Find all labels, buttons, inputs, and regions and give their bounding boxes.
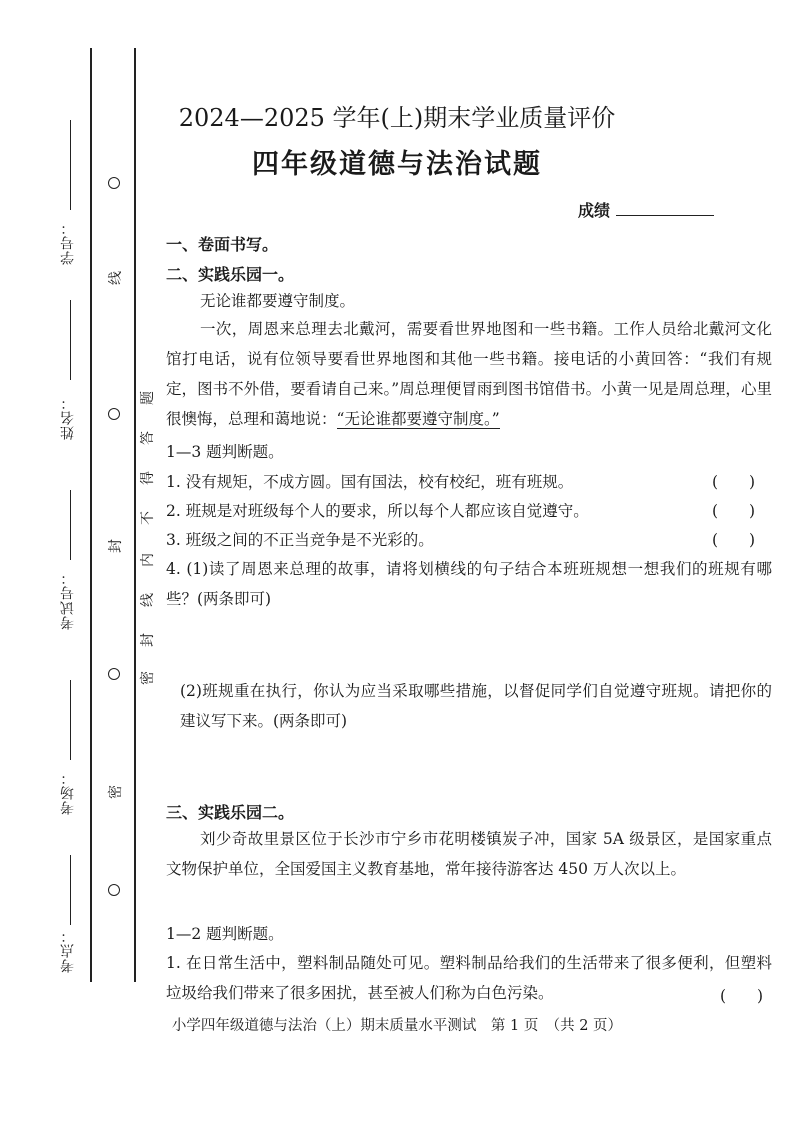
section3-body: 刘少奇故里景区位于长沙市宁乡市花明楼镇炭子冲，国家 5A 级景区，是国家重点文物保护单位，全国爱国主义教育基地，常年接待游客达 450 万人次以上。 bbox=[166, 830, 772, 878]
field-line-exam-no[interactable] bbox=[70, 490, 71, 560]
seal-char-outer: 封 bbox=[108, 539, 124, 553]
seal-circle bbox=[108, 884, 120, 896]
judge-intro: 1—3 题判断题。 bbox=[166, 443, 284, 461]
question-3: 3. 班级之间的不正当竞争是不光彩的。 bbox=[166, 531, 434, 549]
answer-area-4-2[interactable] bbox=[166, 740, 772, 795]
seal-char-inner: 题 bbox=[140, 391, 156, 405]
seal-char-inner: 内 bbox=[140, 553, 156, 567]
score-label: 成绩 bbox=[578, 201, 611, 220]
seal-char-inner: 线 bbox=[140, 593, 156, 607]
seal-circle bbox=[108, 668, 120, 680]
answer-area-4-1[interactable] bbox=[166, 615, 772, 675]
question-1: 1. 没有规矩，不成方圆。国有国法，校有校纪，班有班规。 bbox=[166, 473, 574, 491]
section3-answer-paren-1[interactable]: ( ) bbox=[720, 987, 764, 1005]
section3-judge-intro: 1—2 题判断题。 bbox=[166, 925, 284, 943]
label-exam-site: 考点： bbox=[60, 928, 76, 973]
answer-paren-1[interactable]: ( ) bbox=[712, 473, 756, 491]
seal-char-outer: 密 bbox=[108, 785, 124, 799]
exam-subtitle: 四年级道德与法治试题 bbox=[252, 149, 542, 180]
label-exam-no: 考试号： bbox=[60, 570, 76, 630]
question-2: 2. 班规是对班级每个人的要求，所以每个人都应该自觉遵守。 bbox=[166, 502, 589, 520]
answer-paren-2[interactable]: ( ) bbox=[712, 502, 756, 520]
field-line-exam-room[interactable] bbox=[70, 680, 71, 760]
seal-char-inner: 得 bbox=[140, 471, 156, 485]
question-4-part2: (2)班规重在执行，你认为应当采取哪些措施，以督促同学们自觉遵守班规。请把你的建议写下来。(两条即可) bbox=[180, 682, 772, 730]
section3-question-1-text: 1. 在日常生活中，塑料制品随处可见。塑料制品给我们的生活带来了很多便利，但塑料垃圾给我们带来了很多困扰，甚至被人们称为白色污染。 bbox=[166, 954, 772, 1002]
question-4-part1: 4. (1)读了周恩来总理的故事，请将划横线的句子结合本班班规想一想我们的班规有哪些？(两条即可) bbox=[166, 560, 772, 608]
section2-heading: 二、实践乐园一。 bbox=[166, 265, 295, 284]
exam-title: 2024—2025 学年(上)期末学业质量评价 bbox=[178, 104, 616, 132]
field-line-exam-site[interactable] bbox=[70, 855, 71, 925]
story-quote: “无论谁都要遵守制度。” bbox=[336, 410, 500, 428]
seal-char-inner: 封 bbox=[140, 633, 156, 647]
label-name: 姓名： bbox=[60, 395, 76, 440]
binding-line-inner bbox=[134, 48, 136, 982]
answer-paren-3[interactable]: ( ) bbox=[712, 531, 756, 549]
binding-line-outer bbox=[90, 48, 92, 982]
story-body bbox=[166, 314, 772, 434]
label-student-no: 学号： bbox=[60, 220, 76, 265]
story-title: 无论谁都要遵守制度。 bbox=[200, 292, 356, 310]
field-line-name[interactable] bbox=[70, 300, 71, 380]
section3-heading: 三、实践乐园二。 bbox=[166, 803, 295, 822]
label-exam-room: 考场： bbox=[60, 770, 76, 815]
score-field[interactable] bbox=[616, 215, 714, 216]
seal-char-inner: 答 bbox=[140, 431, 156, 445]
story-text: 一次，周恩来总理去北戴河，需要看世界地图和一些书籍。工作人员给北戴河文化馆打电话，说有位领导要看世界地图和其他一些书籍。接电话的小黄回答：“我们有规定，图书不外借，要看请自己来。”周总理便冒雨到图书馆借书。小黄一见是周总理，心里很懊悔，总理和蔼地说： bbox=[166, 320, 772, 428]
page-footer: 小学四年级道德与法治（上）期末质量水平测试 第 1 页 （共 2 页） bbox=[171, 1018, 623, 1034]
seal-circle bbox=[108, 408, 120, 420]
section1-heading: 一、卷面书写。 bbox=[166, 235, 279, 254]
seal-char-outer: 线 bbox=[108, 271, 124, 285]
seal-char-inner: 密 bbox=[140, 671, 156, 685]
section3-question-1 bbox=[166, 948, 772, 1008]
seal-char-inner: 不 bbox=[140, 511, 156, 525]
